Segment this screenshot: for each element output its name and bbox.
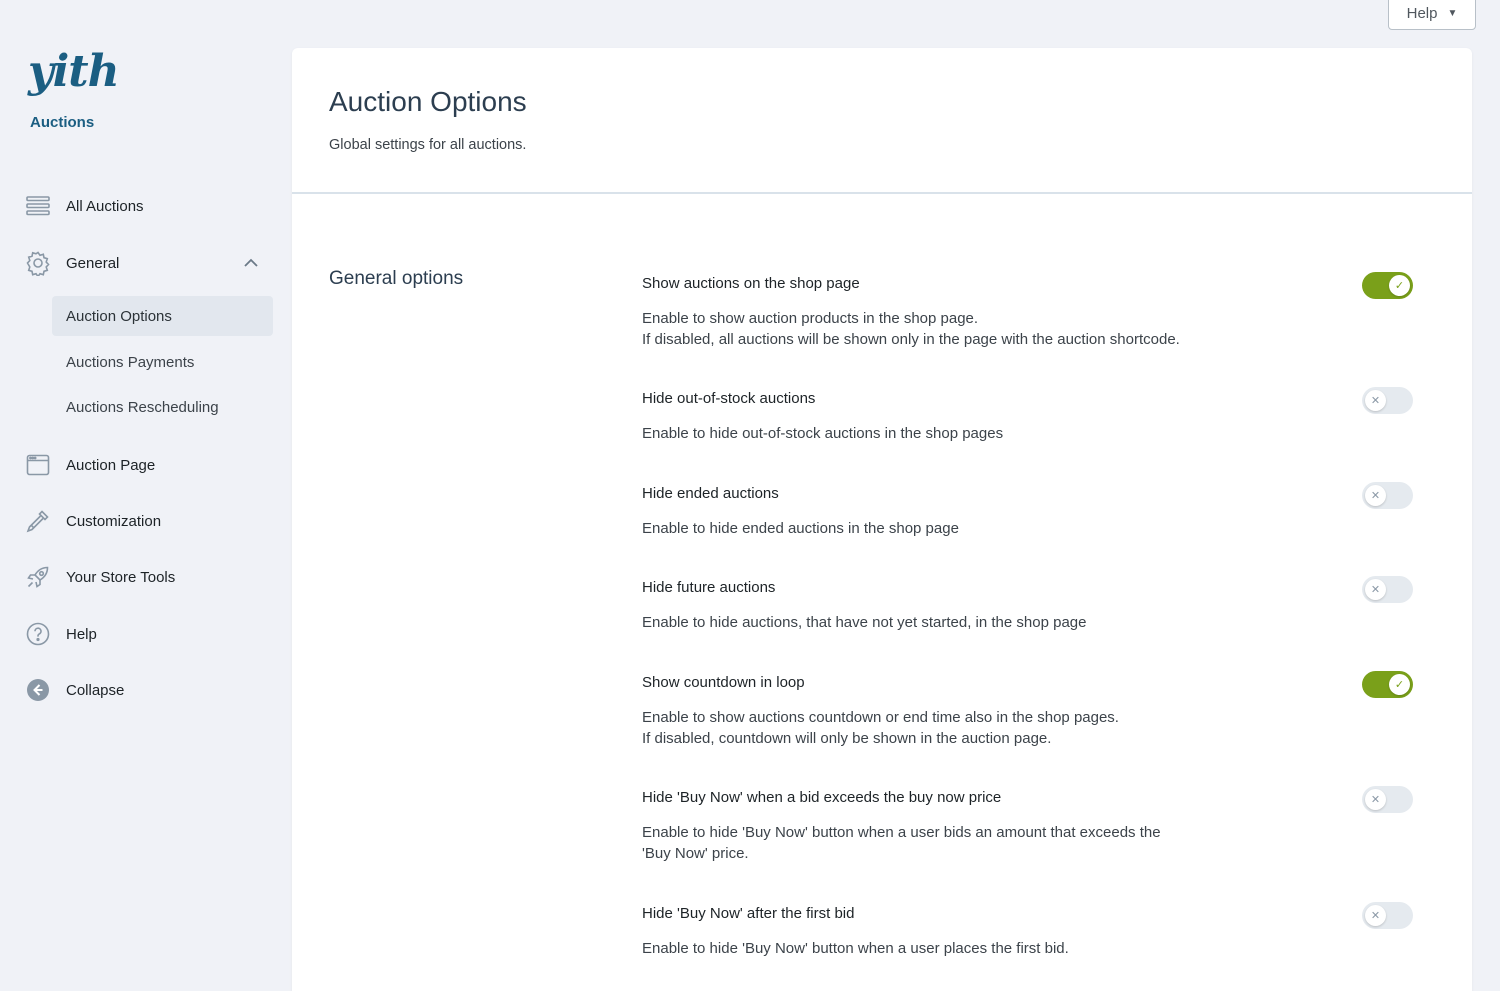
sidebar-subitem-auctions-rescheduling[interactable]: Auctions Rescheduling — [66, 398, 219, 416]
browser-window-icon — [24, 451, 52, 479]
sidebar-subitem-auction-options[interactable]: Auction Options — [52, 296, 273, 336]
sidebar-item-label: Help — [66, 625, 97, 643]
option-description-line: 'Buy Now' price. — [642, 845, 749, 862]
option-label: Show auctions on the shop page — [642, 275, 860, 292]
option-description — [642, 612, 1422, 633]
page-description: Global settings for all auctions. — [329, 137, 527, 153]
option-description-line: If disabled, all auctions will be shown only in the page with the auction shortcode. — [642, 331, 1180, 348]
product-name: Auctions — [30, 114, 95, 131]
pipette-icon — [24, 507, 52, 535]
toggle-switch[interactable] — [1362, 387, 1413, 414]
option-hide-future — [642, 578, 1422, 633]
toggle-switch[interactable] — [1362, 786, 1413, 813]
x-icon: ✕ — [1365, 579, 1386, 600]
option-hide-ended — [642, 484, 1422, 539]
option-description-line: Enable to show auctions countdown or end time also in the shop pages. — [642, 709, 1119, 726]
settings-panel — [292, 48, 1472, 991]
option-label: Show countdown in loop — [642, 674, 805, 691]
option-description-line: Enable to hide 'Buy Now' button when a user bids an amount that exceeds the — [642, 824, 1161, 841]
question-circle-icon — [24, 620, 52, 648]
sidebar-item-store-tools[interactable] — [24, 557, 175, 597]
section-title: General options — [329, 268, 464, 289]
option-description — [642, 938, 1422, 959]
toggle-switch[interactable] — [1362, 576, 1413, 603]
sidebar-item-collapse[interactable] — [24, 670, 124, 710]
option-hide-buy-now-first-bid — [642, 904, 1422, 959]
option-hide-buy-now-exceeds — [642, 788, 1422, 864]
option-description-line: Enable to hide auctions, that have not yet started, in the shop page — [642, 614, 1087, 631]
toggle-switch[interactable] — [1362, 671, 1413, 698]
logo-text: yith — [28, 46, 119, 97]
sidebar-item-label: Collapse — [66, 681, 125, 699]
help-dropdown-button[interactable] — [1388, 0, 1476, 30]
sidebar-item-label: Customization — [66, 512, 162, 530]
sidebar-item-help[interactable] — [24, 614, 97, 654]
sidebar-subitem-auctions-payments[interactable]: Auctions Payments — [66, 353, 195, 371]
rocket-icon — [24, 563, 52, 591]
option-description — [642, 707, 1422, 749]
sidebar-item-all-auctions[interactable] — [24, 186, 144, 226]
page-title: Auction Options — [329, 86, 527, 117]
x-icon: ✕ — [1365, 485, 1386, 506]
collapse-arrow-icon — [24, 676, 52, 704]
check-icon: ✓ — [1389, 674, 1410, 695]
check-icon: ✓ — [1389, 275, 1410, 296]
option-description-line: Enable to hide out-of-stock auctions in the shop pages — [642, 425, 1004, 442]
option-hide-out-of-stock — [642, 389, 1422, 444]
yith-logo[interactable] — [28, 44, 119, 100]
option-label: Hide 'Buy Now' after the first bid — [642, 905, 855, 922]
option-description-line: Enable to hide ended auctions in the shop page — [642, 520, 959, 537]
option-description — [642, 308, 1422, 350]
option-description-line: Enable to show auction products in the shop page. — [642, 310, 979, 327]
sidebar-item-label: Your Store Tools — [66, 568, 176, 586]
gear-icon — [24, 249, 52, 277]
help-label: Help — [1406, 4, 1438, 22]
chevron-up-icon[interactable] — [242, 254, 260, 272]
option-description-line: Enable to hide 'Buy Now' button when a user places the first bid. — [642, 940, 1069, 957]
toggle-switch[interactable] — [1362, 902, 1413, 929]
option-label: Hide out-of-stock auctions — [642, 390, 816, 407]
sidebar-item-label: All Auctions — [66, 197, 144, 215]
panel-header — [292, 48, 1472, 194]
option-label: Hide future auctions — [642, 579, 776, 596]
option-label: Hide 'Buy Now' when a bid exceeds the buy now price — [642, 789, 1002, 806]
sidebar-item-customization[interactable] — [24, 501, 161, 541]
sidebar-item-general[interactable] — [24, 243, 119, 283]
option-description — [642, 822, 1422, 864]
option-countdown-loop — [642, 673, 1422, 749]
x-icon: ✕ — [1365, 390, 1386, 411]
x-icon: ✕ — [1365, 789, 1386, 810]
toggle-switch[interactable] — [1362, 272, 1413, 299]
toggle-switch[interactable] — [1362, 482, 1413, 509]
option-description-line: If disabled, countdown will only be shown in the auction page. — [642, 730, 1052, 747]
caret-down-icon: ▼ — [1447, 7, 1458, 19]
option-description — [642, 518, 1422, 539]
option-description — [642, 423, 1422, 444]
sidebar — [0, 0, 290, 991]
option-label: Hide ended auctions — [642, 485, 779, 502]
sidebar-item-label: General — [66, 254, 120, 272]
sidebar-item-auction-page[interactable] — [24, 445, 155, 485]
sidebar-item-label: Auction Page — [66, 456, 156, 474]
option-show-auctions-shop — [642, 274, 1422, 350]
list-icon — [24, 192, 52, 220]
x-icon: ✕ — [1365, 905, 1386, 926]
